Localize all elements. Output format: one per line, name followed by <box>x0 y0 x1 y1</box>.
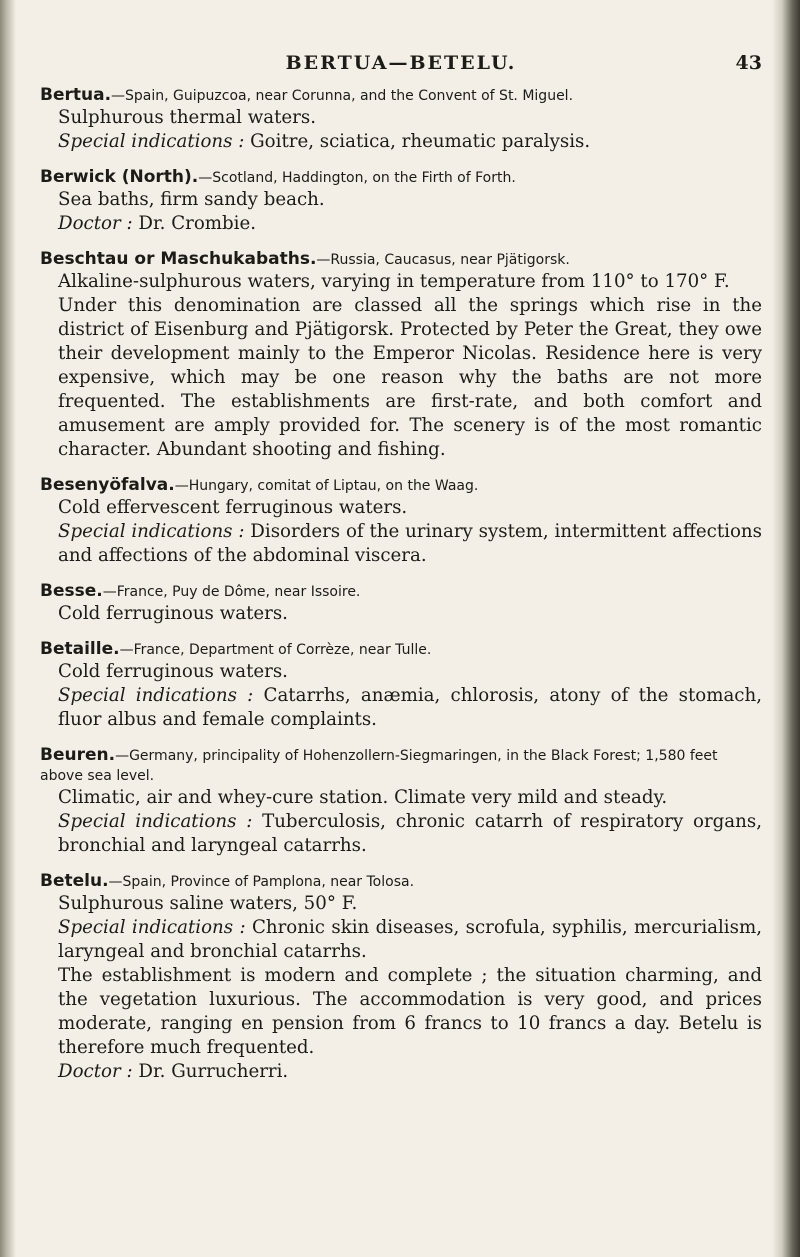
entry-paragraph <box>58 810 762 858</box>
paragraph-text: Alkaline-sulphurous waters, varying in temperature from 110° to 170° F. <box>58 271 730 292</box>
entry-paragraph <box>58 130 762 154</box>
paragraph-label: Special indications : <box>58 917 246 938</box>
paragraph-text: The establishment is modern and complete ; the situation charming, and the vegetation luxurious. The accommodation is very good, and prices moderate, ranging en pension from 6 francs to 10 francs a day. Betelu is therefore much frequented. <box>58 965 762 1058</box>
entry-paragraph <box>58 786 762 810</box>
entry-paragraph <box>58 1060 762 1084</box>
entry-heading <box>40 746 762 786</box>
paragraph-text: Dr. Crombie. <box>132 213 257 234</box>
paragraph-text: Sulphurous thermal waters. <box>58 107 316 128</box>
entry-heading <box>40 86 762 106</box>
entry-location: —Scotland, Haddington, on the Firth of Forth. <box>198 170 516 186</box>
entry <box>40 582 762 626</box>
entry-location: —Spain, Province of Pamplona, near Tolosa. <box>108 874 415 890</box>
entry <box>40 476 762 568</box>
entry-heading <box>40 582 762 602</box>
entry-name: Betelu. <box>40 871 109 891</box>
page-header <box>40 52 762 86</box>
paragraph-label: Special indications : <box>58 131 245 152</box>
entry-paragraph <box>58 212 762 236</box>
entry-heading <box>40 250 762 270</box>
entries-list <box>40 86 762 1084</box>
paragraph-text: Under this denomination are classed all the springs which rise in the district of Eisenburg and Pjätigorsk. Protected by Peter the Great, they owe their development mainly to the Emperor Nicolas. Residence here is very expensive, which may be one reason why the baths are not more frequented. The establishments are first-rate, and both comfort and amusement are amply provided for. The scenery is of the most romantic character. Abundant shooting and fishing. <box>58 295 762 460</box>
entry-heading <box>40 872 762 892</box>
paragraph-label: Special indications : <box>58 521 245 542</box>
entry-paragraph <box>58 660 762 684</box>
entry-location: —France, Department of Corrèze, near Tulle. <box>119 642 432 658</box>
paragraph-text: Cold effervescent ferruginous waters. <box>58 497 408 518</box>
paragraph-text: Tuberculosis, chronic catarrh of respiratory organs, bronchial and laryngeal catarrhs. <box>58 811 762 856</box>
entry-name: Berwick (North). <box>40 167 199 187</box>
entry-paragraph <box>58 294 762 462</box>
entry-location: —Russia, Caucasus, near Pjätigorsk. <box>316 252 570 268</box>
entry-name: Besenyöfalva. <box>40 475 175 495</box>
paragraph-text: Sulphurous saline waters, 50° F. <box>58 893 358 914</box>
entry-name: Beschtau or Maschukabaths. <box>40 249 317 269</box>
book-page <box>40 52 762 1084</box>
entry-name: Betaille. <box>40 639 120 659</box>
entry-paragraph <box>58 106 762 130</box>
entry-paragraph <box>58 188 762 212</box>
entry <box>40 872 762 1084</box>
page-left-edge <box>0 0 16 1257</box>
paragraph-text: Chronic skin diseases, scrofula, syphilis, mercurialism, laryngeal and bronchial catarrhs. <box>58 917 762 962</box>
entry-location: —Germany, principality of Hohenzollern-Siegmaringen, in the Black Forest; 1,580 feet above sea level. <box>40 748 718 784</box>
entry-name: Besse. <box>40 581 103 601</box>
paragraph-label: Doctor : <box>58 1061 133 1082</box>
entry-name: Bertua. <box>40 85 112 105</box>
paragraph-text: Dr. Gurrucherri. <box>132 1061 289 1082</box>
entry <box>40 250 762 462</box>
paragraph-text: Sea baths, firm sandy beach. <box>58 189 325 210</box>
entry-paragraph <box>58 916 762 964</box>
paragraph-text: Goitre, sciatica, rheumatic paralysis. <box>244 131 591 152</box>
paragraph-label: Doctor : <box>58 213 133 234</box>
entry <box>40 168 762 236</box>
entry <box>40 640 762 732</box>
paragraph-text: Disorders of the urinary system, intermittent affections and affections of the abdominal viscera. <box>58 521 762 566</box>
entry-location: —France, Puy de Dôme, near Issoire. <box>102 584 361 600</box>
entry <box>40 86 762 154</box>
paragraph-label: Special indications : <box>58 685 254 706</box>
entry-location: —Hungary, comitat of Liptau, on the Waag. <box>174 478 479 494</box>
entry-heading <box>40 640 762 660</box>
page-binding-edge <box>772 0 800 1257</box>
entry-heading <box>40 168 762 188</box>
entry-paragraph <box>58 602 762 626</box>
entry-paragraph <box>58 964 762 1060</box>
entry-heading <box>40 476 762 496</box>
paragraph-text: Climatic, air and whey-cure station. Climate very mild and steady. <box>58 787 668 808</box>
paragraph-text: Cold ferruginous waters. <box>58 661 288 682</box>
paragraph-text: Cold ferruginous waters. <box>58 603 288 624</box>
entry-paragraph <box>58 520 762 568</box>
entry-paragraph <box>58 892 762 916</box>
page-number: 43 <box>735 52 762 74</box>
entry-name: Beuren. <box>40 745 116 765</box>
running-head: BERTUA—BETELU. <box>285 52 517 74</box>
paragraph-text: Catarrhs, anæmia, chlorosis, atony of the stomach, fluor albus and female complaints. <box>58 685 762 730</box>
entry-paragraph <box>58 684 762 732</box>
entry <box>40 746 762 858</box>
entry-location: —Spain, Guipuzcoa, near Corunna, and the Convent of St. Miguel. <box>111 88 574 104</box>
entry-paragraph <box>58 496 762 520</box>
paragraph-label: Special indications : <box>58 811 253 832</box>
entry-paragraph <box>58 270 762 294</box>
